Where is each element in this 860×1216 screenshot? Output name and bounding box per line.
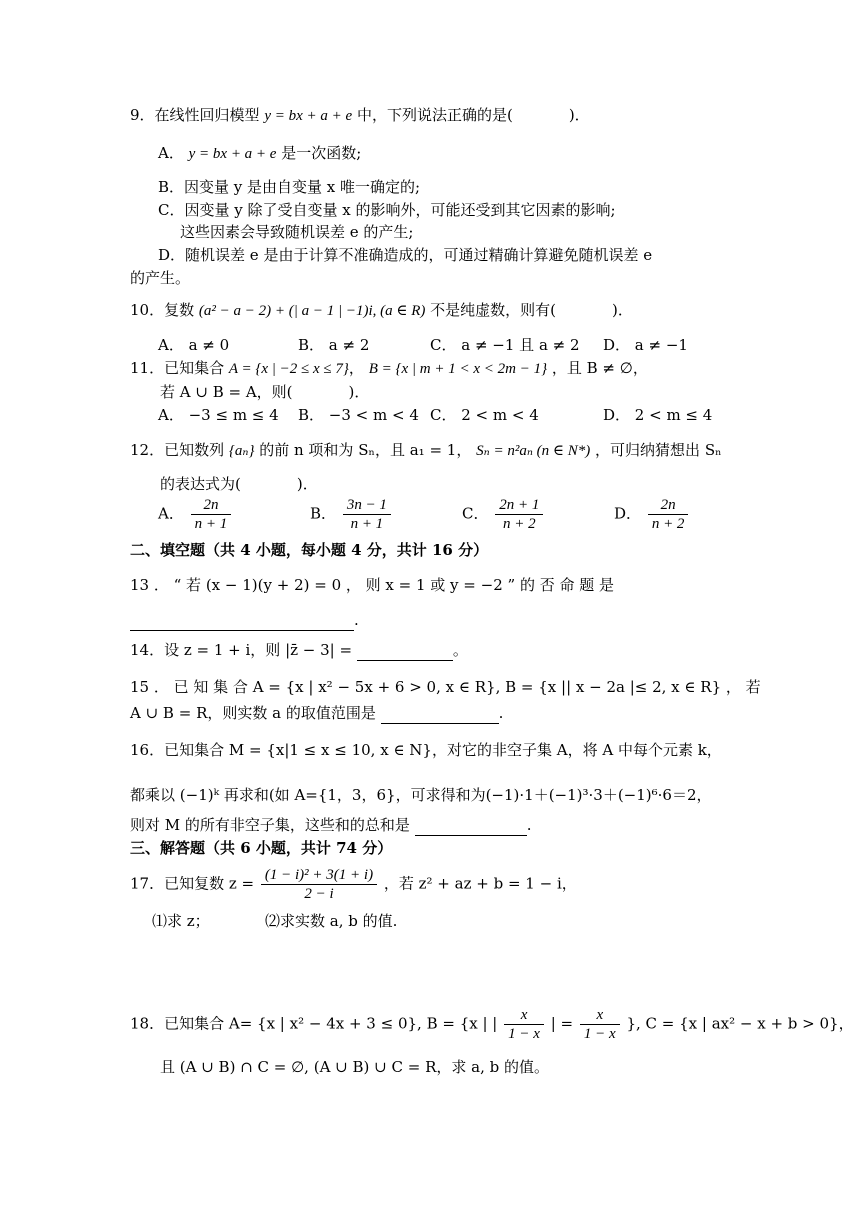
q11-line2-text: 若 A ∪ B = A，则( — [160, 383, 293, 401]
q9-a-formula: y = bx + a + e — [188, 146, 277, 162]
fraction — [261, 866, 377, 903]
denominator: 1 − x — [583, 1026, 616, 1042]
q18-set-b-left: {x | | — [459, 1014, 498, 1033]
q11-stem — [130, 358, 648, 379]
q9-option-d-line2: 的产生。 — [130, 269, 191, 287]
q16-end: . — [526, 816, 532, 834]
denominator: 1 − x — [508, 1026, 540, 1042]
q12-option-b — [310, 496, 393, 533]
q9-option-d-line1: D．随机误差 e 是由于计算不准确造成的，可通过精确计算避免随机误差 e — [158, 246, 653, 264]
fraction — [648, 496, 689, 533]
q15-end: . — [498, 704, 504, 722]
q9-stem-text: 9．在线性回归模型 — [130, 106, 260, 124]
numerator: x — [504, 1006, 544, 1025]
q14-end: 。 — [452, 641, 468, 659]
q11-stem-text-b: ，且 B ≠ ∅， — [551, 359, 648, 377]
option-label: C． — [462, 504, 489, 523]
q17-stem-text: 17．已知复数 z = — [130, 874, 255, 893]
q11-separator: ， — [348, 359, 364, 377]
q12-stem-line2 — [160, 474, 318, 494]
q10-stem-end: )． — [612, 301, 633, 319]
q10-stem-text-b: 不是纯虚数，则有( — [430, 301, 557, 319]
q14-stem — [130, 640, 468, 661]
q12-sequence: {aₙ} — [228, 443, 255, 459]
fraction — [191, 496, 232, 533]
q10-stem — [130, 300, 633, 321]
q10-stem-text: 10．复数 — [130, 301, 195, 319]
q12-stem-text: 12．已知数列 — [130, 441, 225, 459]
q17-part-1: ⑴求 z； — [152, 912, 210, 930]
q11-set-a: A = {x | −2 ≤ x ≤ 7} — [228, 361, 349, 377]
q11-option-b: B． −3 < m < 4 — [298, 406, 419, 424]
q9-option-b: B．因变量 y 是由自变量 x 唯一确定的; — [158, 178, 421, 196]
denominator: 2 − i — [304, 886, 334, 902]
numerator: 2n — [648, 496, 689, 515]
q13-stem: 13 ． “ 若 (x − 1)(y + 2) = 0 ， 则 x = 1 或 y = −2 ” 的 否 命 题 是 — [130, 576, 615, 594]
denominator: n + 1 — [350, 516, 384, 532]
q18-set-b-right: } — [626, 1014, 636, 1033]
q9-a-text: 是一次函数; — [281, 144, 362, 162]
answer-blank[interactable] — [381, 703, 499, 724]
q15-line2-text: A ∪ B = R，则实数 a 的取值范围是 — [130, 704, 376, 722]
q9-option-a — [158, 143, 361, 164]
q12-stem-text-b: 的前 n 项和为 Sₙ，且 a₁ = 1， — [259, 441, 472, 459]
q16-line2: 都乘以 (−1)ᵏ 再求和(如 A={1，3，6}，可求得和为(−1)·1＋(−1)³·3＋(−1)⁶·6＝2， — [130, 786, 712, 804]
q18-set-c: , C = {x | ax² − x + b > 0}， — [636, 1014, 854, 1033]
q9-stem-text-b: 中，下列说法正确的是( — [356, 106, 513, 124]
q12-formula: Sₙ = n²aₙ (n ∈ N*) — [476, 443, 591, 459]
q18-stem — [130, 1006, 854, 1043]
q15-line2 — [130, 703, 503, 724]
option-label: D． — [614, 504, 642, 523]
fraction — [343, 496, 391, 533]
option-label: B． — [310, 504, 337, 523]
answer-blank[interactable] — [415, 815, 527, 836]
q9-option-c-line1: C．因变量 y 除了受自变量 x 的影响外，可能还受到其它因素的影响; — [158, 201, 616, 219]
q13-end: . — [354, 611, 359, 629]
numerator: 3n − 1 — [343, 496, 391, 515]
section-heading-fill-in: 二、填空题（共 4 小题，每小题 4 分，共计 16 分） — [130, 541, 489, 559]
q9-option-c-line2: 这些因素会导致随机误差 e 的产生; — [180, 223, 414, 241]
answer-blank[interactable] — [357, 640, 453, 661]
q16-line3-text: 则对 M 的所有非空子集，这些和的总和是 — [130, 816, 410, 834]
q12-option-a — [158, 496, 233, 533]
q11-line2-end: )． — [348, 383, 370, 401]
fraction — [580, 1006, 620, 1043]
numerator: (1 − i)² + 3(1 + i) — [261, 866, 377, 885]
q9-stem — [130, 105, 590, 126]
section-heading-solutions: 三、解答题（共 6 小题，共计 74 分） — [130, 839, 393, 857]
q18-stem-text: 18．已知集合 A= {x | x² − 4x + 3 ≤ 0}, B = — [130, 1014, 455, 1033]
numerator: 2n + 1 — [495, 496, 543, 515]
q18-line2: 且 (A ∪ B) ∩ C = ∅, (A ∪ B) ∪ C = R，求 a, b 的值。 — [160, 1058, 549, 1076]
option-label: A． — [158, 504, 184, 523]
q9-formula: y = bx + a + e — [264, 108, 353, 124]
q17-part-2: ⑵求实数 a, b 的值. — [265, 912, 398, 930]
q11-set-b: B = {x | m + 1 < x < 2m − 1} — [368, 361, 548, 377]
q10-option-d: D． a ≠ −1 — [603, 336, 688, 354]
q12-option-d — [614, 496, 690, 533]
q10-formula: (a² − a − 2) + (| a − 1 | −1)i, (a ∈ R) — [198, 303, 426, 319]
answer-blank[interactable] — [130, 610, 354, 631]
fraction — [504, 1006, 544, 1043]
q17-stem — [130, 866, 577, 903]
q12-line2-end: )． — [296, 475, 318, 493]
q10-option-b: B． a ≠ 2 — [298, 336, 370, 354]
q11-option-d: D． 2 < m ≤ 4 — [603, 406, 713, 424]
q17-stem-text-b: ，若 z² + az + b = 1 − i， — [383, 874, 577, 893]
q11-stem-text: 11．已知集合 — [130, 359, 225, 377]
q10-option-c: C． a ≠ −1 且 a ≠ 2 — [430, 336, 580, 354]
numerator: x — [580, 1006, 620, 1025]
q12-stem-text-c: ，可归纳猜想出 Sₙ — [595, 441, 722, 459]
q16-stem: 16．已知集合 M = {x|1 ≤ x ≤ 10, x ∈ N}，对它的非空子集 A，将 A 中每个元素 k， — [130, 741, 722, 759]
q12-line2-text: 的表达式为( — [160, 475, 241, 493]
denominator: n + 1 — [194, 516, 228, 532]
q11-stem-line2 — [160, 382, 369, 402]
q18-set-b-mid: | = — [550, 1014, 574, 1033]
q9-stem-end: )． — [568, 106, 590, 124]
denominator: n + 2 — [503, 516, 536, 532]
q13-answer-line — [130, 610, 359, 631]
q11-option-c: C． 2 < m < 4 — [430, 406, 539, 424]
fraction — [495, 496, 543, 533]
option-label: A． — [158, 144, 184, 162]
q10-option-a: A． a ≠ 0 — [158, 336, 230, 354]
denominator: n + 2 — [651, 516, 685, 532]
q14-stem-text: 14．设 z = 1 + i，则 |z̄ − 3| = — [130, 641, 353, 659]
q12-option-c — [462, 496, 545, 533]
q12-stem — [130, 440, 722, 461]
q15-stem: 15 ． 已 知 集 合 A = {x | x² − 5x + 6 > 0, x ∈ R}, B = {x || x − 2a |≤ 2, x ∈ R} ， 若 — [130, 678, 761, 696]
numerator: 2n — [191, 496, 232, 515]
q11-option-a: A． −3 ≤ m ≤ 4 — [158, 406, 279, 424]
q16-line3 — [130, 815, 531, 836]
